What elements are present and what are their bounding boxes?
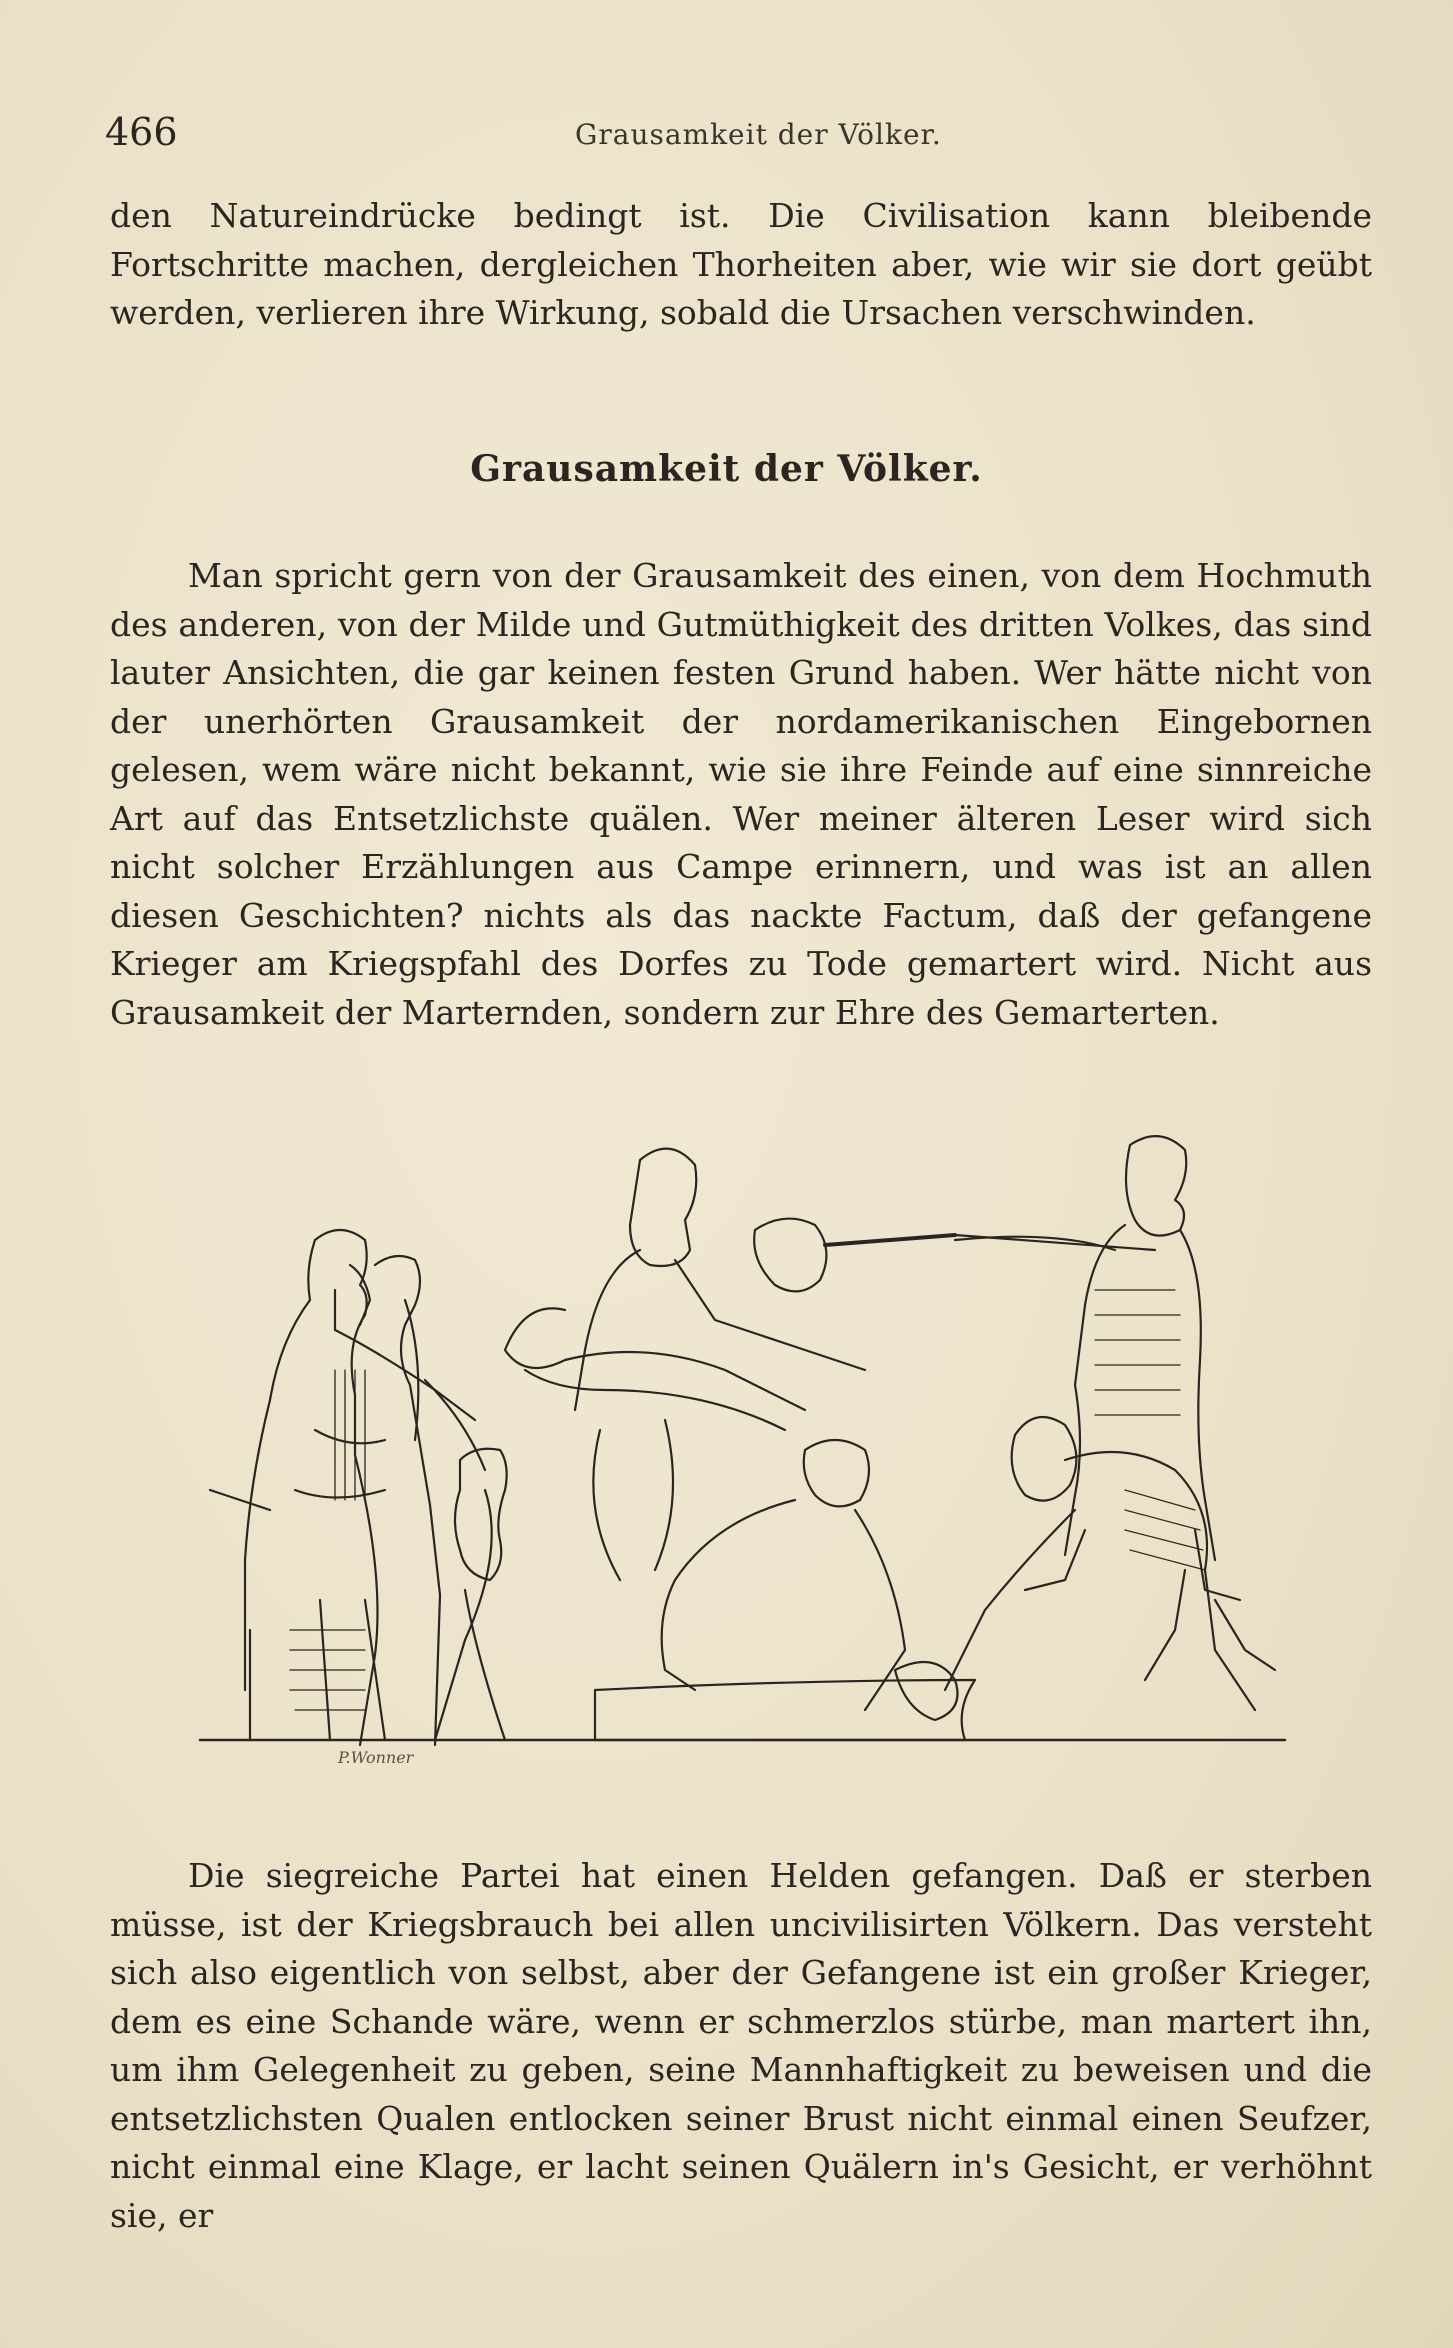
section-title: Grausamkeit der Völker. — [470, 448, 983, 490]
engraver-signature: P.Wonner — [338, 1748, 414, 1767]
paragraph-1 — [110, 192, 1372, 338]
running-head: Grausamkeit der Völker. — [575, 118, 942, 151]
page-header — [105, 110, 1375, 170]
engraving-illustration — [195, 1130, 1295, 1780]
lower-central-figures — [595, 1440, 975, 1740]
lower-right-soldier-figure — [945, 1417, 1275, 1710]
page-number: 466 — [105, 110, 178, 154]
right-soldier-figure — [955, 1136, 1240, 1600]
paragraph-3 — [110, 1852, 1372, 2240]
assyrian-relief-drawing — [195, 1130, 1295, 1780]
paragraph-2-text: Man spricht gern von der Grausamkeit des einen, von dem Hochmuth des anderen, von der Milde und Gutmüthigkeit des dritten Volkes, das sind lauter Ansichten, die gar keinen festen Grund haben. Wer hätte nicht von der unerhörten Grausamkeit der nordamerikanischen Eingebornen gelesen, wem wäre nicht bekannt, wie sie ihre Feinde auf eine sinnreiche Art auf das Entsetzlichste quälen. Wer meiner älteren Leser wird sich nicht solcher Erzählungen aus Campe erinnern, und was ist an allen diesen Geschichten? nichts als das nackte Factum, daß der gefangene Krieger am Kriegspfahl des Dorfes zu Tode gemartert wird. Nicht aus Grausamkeit der Marternden, sondern zur Ehre des Gemarterten. — [110, 556, 1372, 1032]
paragraph-3-text: Die siegreiche Partei hat einen Helden gefangen. Daß er sterben müsse, ist der Kriegsbrauch bei allen uncivilisirten Völkern. Das versteht sich also eigentlich von selbst, aber der Gefangene ist ein großer Krieger, dem es eine Schande wäre, wenn er schmerzlos stürbe, man martert ihn, um ihm Gelegenheit zu geben, seine Mannhaftigkeit zu beweisen und die entsetzlichsten Qualen entlocken seiner Brust nicht einmal einen Seufzer, nicht einmal eine Klage, er lacht seinen Quälern in's Gesicht, er verhöhnt sie, er — [110, 1856, 1372, 2235]
paragraph-2 — [110, 552, 1372, 1037]
paragraph-1-text: den Natureindrücke bedingt ist. Die Civilisation kann bleibende Fortschritte machen, dergleichen Thorheiten aber, wie wir sie dort geübt werden, verlieren ihre Wirkung, sobald die Ursachen verschwinden. — [110, 196, 1372, 332]
central-upper-figures — [505, 1149, 955, 1580]
left-soldiers-figure — [210, 1230, 475, 1745]
